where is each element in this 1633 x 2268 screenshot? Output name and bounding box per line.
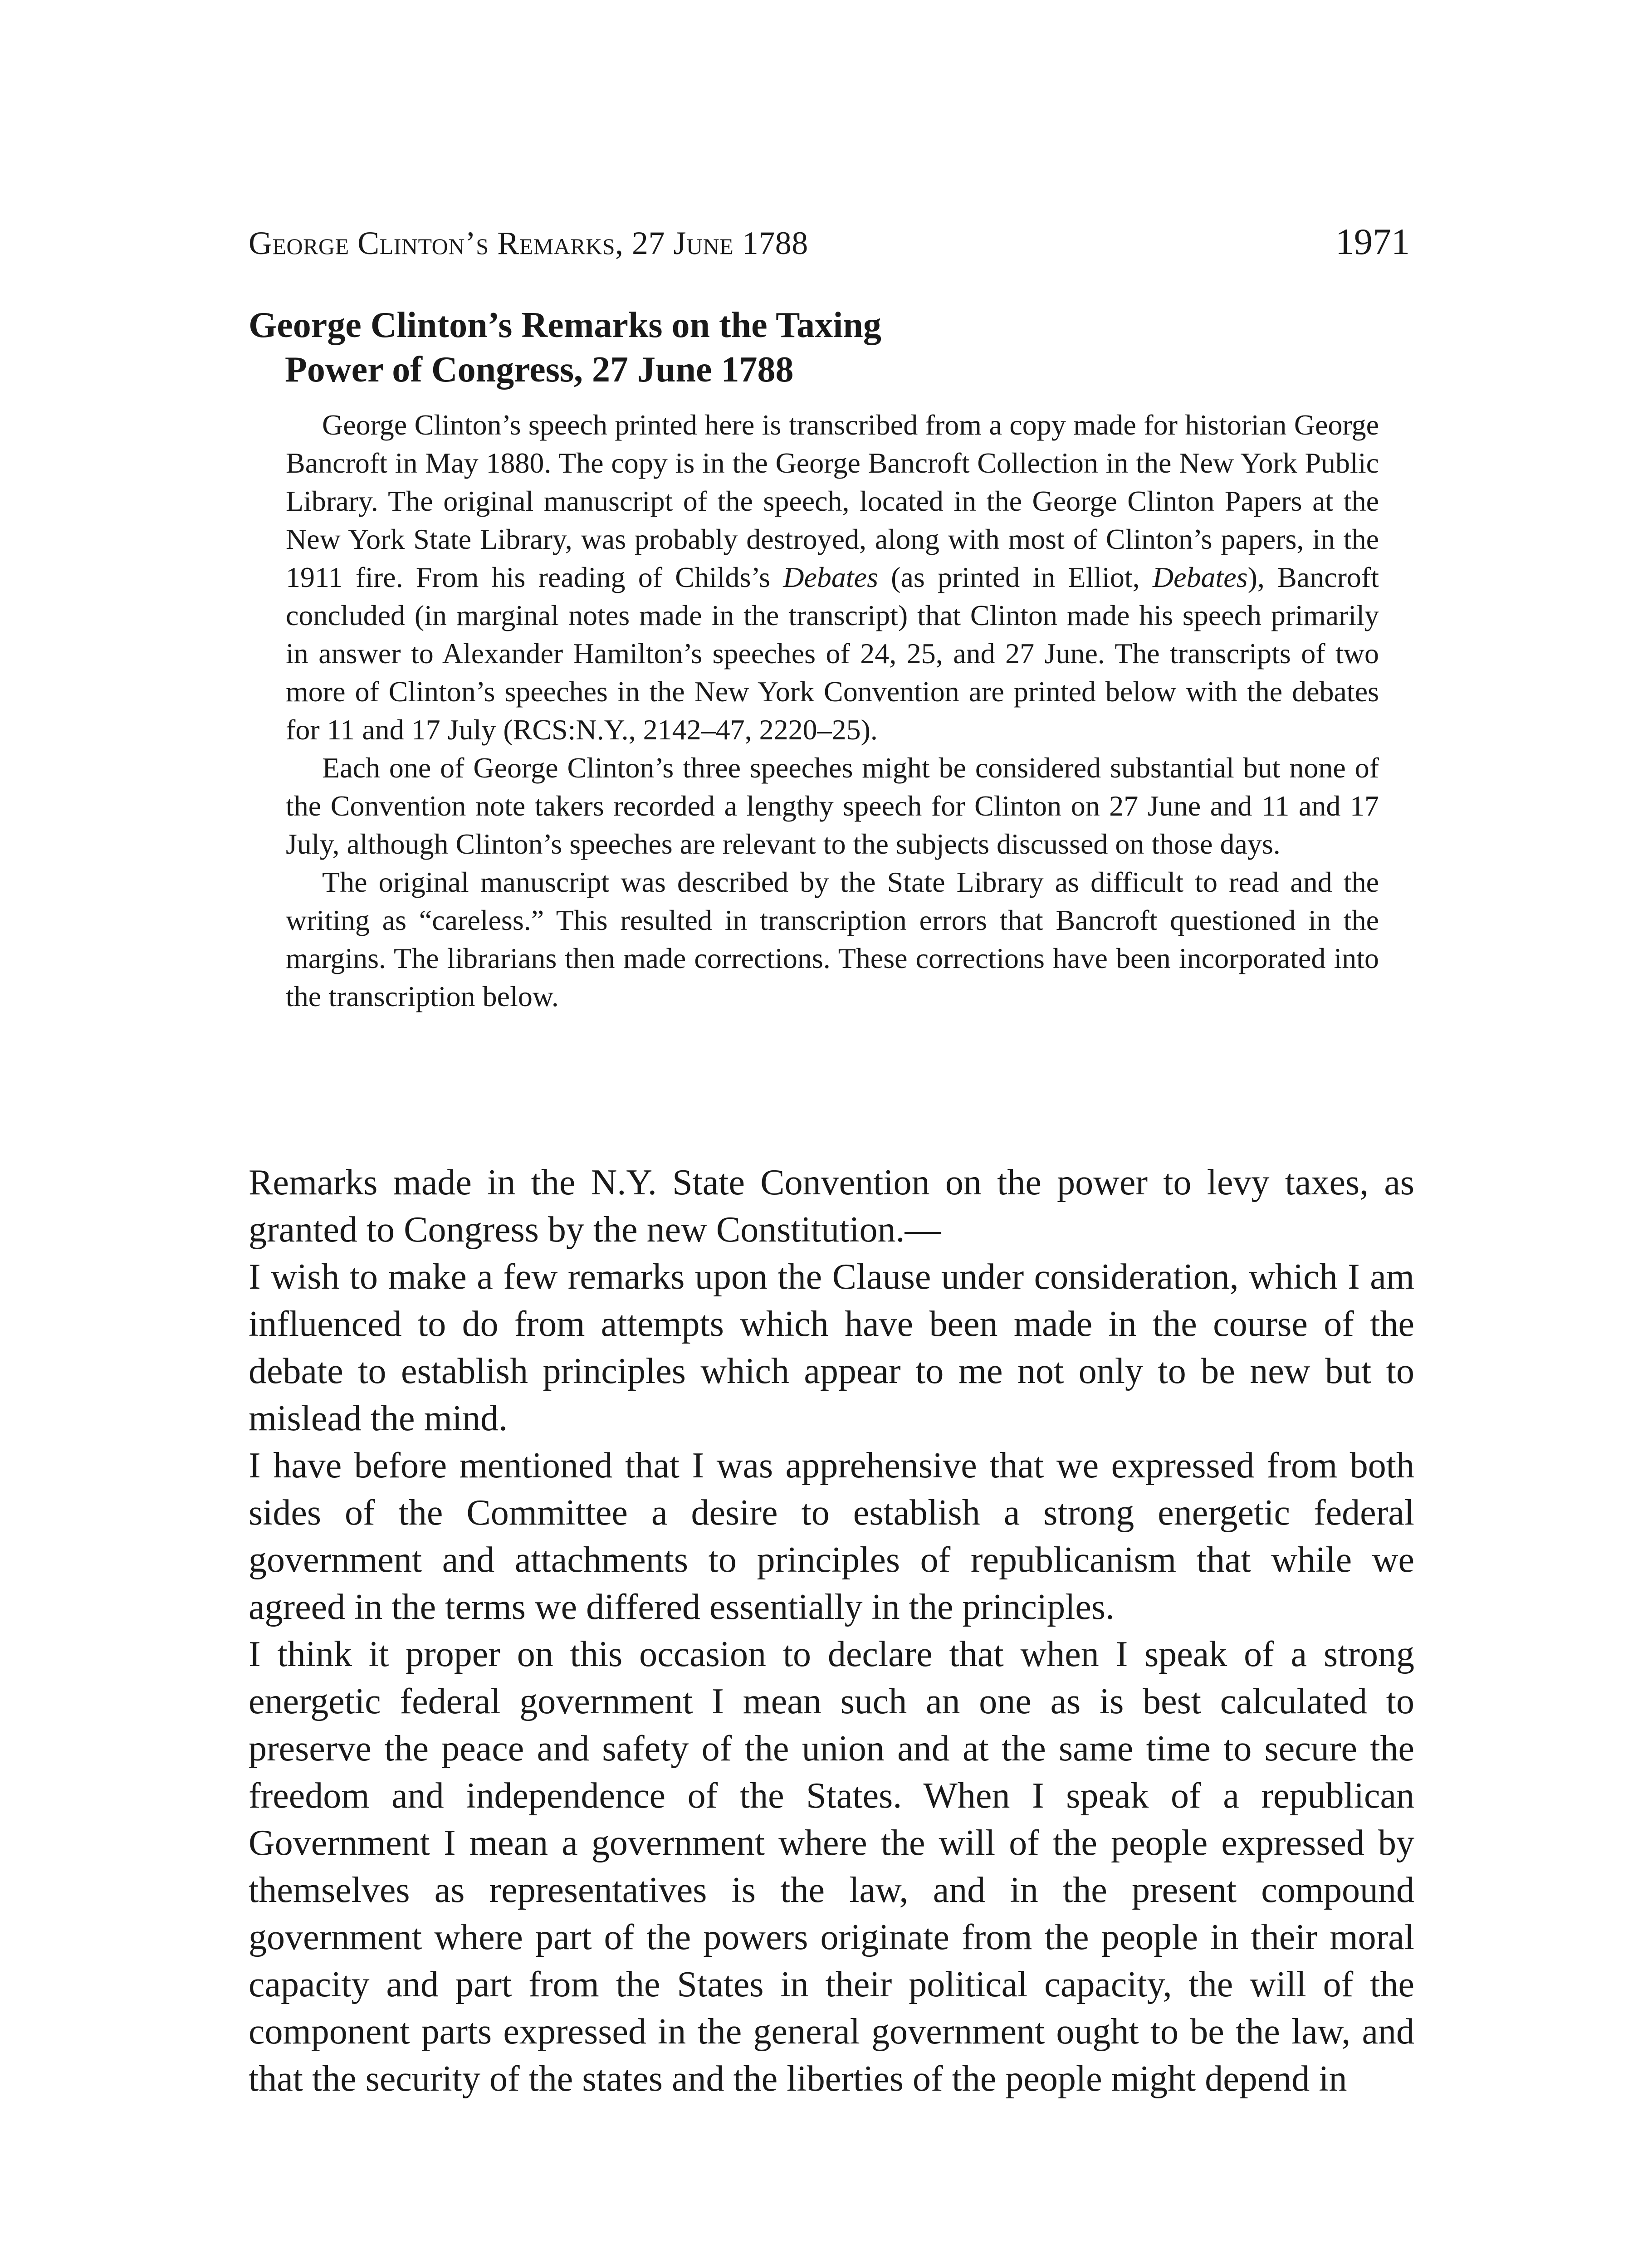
speech-paragraph: I have before mentioned that I was apprehensive that we expressed from both sides of the Committee a desire to establish a strong energetic federal government and attachments to principles of republicanism that while we agreed in the terms we differed essentially in the principles.	[249, 1446, 1414, 1627]
speech-paragraph: Remarks made in the N.Y. State Convention on the power to levy taxes, as granted to Congress by the new Constitution.—	[249, 1163, 1414, 1250]
headnote-paragraph: George Clinton’s speech printed here is transcribed from a copy made for historian George Bancroft in May 1880. The copy is in the George Bancroft Collection in the New York Public Library. The original manuscript of the speech, located in the George Clinton Papers at the New York State Library, was probably destroyed, along with most of Clinton’s papers, in the 1911 fire. From his reading of Childs’s Debates (as printed in Elliot, Debates), Bancroft concluded (in marginal notes made in the transcript) that Clinton made his speech primarily in answer to Alexander Hamilton’s speeches of 24, 25, and 27 June. The transcripts of two more of Clinton’s speeches in the New York Convention are printed below with the debates for 11 and 17 July (RCS:N.Y., 2142–47, 2220–25).	[286, 409, 1379, 746]
speech-text	[249, 1159, 1414, 2102]
article-title-line-1: George Clinton’s Remarks on the Taxing	[249, 305, 881, 345]
running-head-title: George Clinton’s Remarks, 27 June 1788	[249, 225, 808, 261]
headnote	[286, 406, 1379, 1016]
running-head	[249, 221, 1410, 264]
headnote-paragraph: The original manuscript was described by the State Library as difficult to read and the writing as “careless.” This resulted in transcription errors that Bancroft questioned in the margins. The librarians then made corrections. These corrections have been incorporated into the transcription below.	[286, 866, 1379, 1012]
article-title-line-2: Power of Congress, 27 June 1788	[285, 350, 794, 390]
speech-paragraph: I wish to make a few remarks upon the Clause under consideration, which I am influenced to do from attempts which have been made in the course of the debate to establish principles which appear to me not only to be new but to mislead the mind.	[249, 1257, 1414, 1438]
article-title	[249, 303, 1410, 392]
headnote-paragraph: Each one of George Clinton’s three speeches might be considered substantial but none of the Convention note takers recorded a lengthy speech for Clinton on 27 June and 11 and 17 July, although Clinton’s speeches are relevant to the subjects discussed on those days.	[286, 752, 1379, 860]
speech-paragraph: I think it proper on this occasion to declare that when I speak of a strong energetic federal government I mean such an one as is best calculated to preserve the peace and safety of the union and at the same time to secure the freedom and independence of the States. When I speak of a republican Government I mean a government where the will of the people expressed by themselves as representatives is the law, and in the present compound government where part of the powers originate from the people in their moral capacity and part from the States in their political capacity, the will of the component parts expressed in the general government ought to be the law, and that the security of the states and the liberties of the people might depend in	[249, 1634, 1414, 2099]
page-number: 1971	[1335, 221, 1410, 262]
